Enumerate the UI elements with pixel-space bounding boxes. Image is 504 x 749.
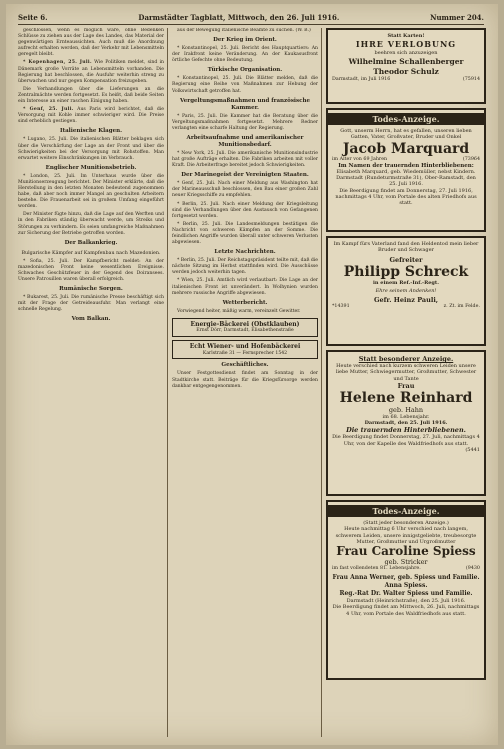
article-paragraph: * Berlin, 25. Juli. Die Landesmeldungen bestätigen die Nachricht von schweren Kämpfen an der Somme. Die feindlichen Angriffe wurden überall unter schweren Verlusten abgewiesen. — [172, 221, 318, 246]
ad-heading: Todes-Anzeige. — [328, 505, 484, 517]
section-heading: Der Balkankrieg. — [64, 239, 118, 246]
death-announcement-marquard — [326, 108, 486, 232]
section-heading: Vergeltungsmaßnahmen und französische Kammer. — [180, 97, 310, 111]
section-heading: Rumänische Sorgen. — [59, 286, 123, 293]
issue-number: Nummer 204. — [430, 12, 484, 22]
ad-mourner: Anna Spiess. — [384, 582, 428, 590]
ad-age: im fast vollendeten 81. Lebensjahre. — [332, 566, 421, 572]
ad-born: geb. Hahn — [388, 405, 424, 414]
article-paragraph: * Wien, 25. Juli. Amtlich wird verlautbart: Die Lage an der italienischen Front ist unverändert. In Wolhynien wurden mehrere russische Angriffe abgewiesen. — [172, 278, 318, 296]
article-paragraph: * Bukarest, 25. Juli. Die rumänische Presse beschäftigt sich mit der Frage der Getreideausfuhr. Man verlangt eine schnelle Regelung. — [18, 295, 164, 313]
announcements-column — [326, 28, 486, 739]
ad-code: (9430 — [465, 566, 480, 572]
ad-code: (75914 — [462, 76, 480, 82]
section-heading: Türkische Organisation. — [207, 67, 283, 74]
article-paragraph: * Berlin, 25. Juli. Nach einer Meldung der Kriegsleitung sind die Verhandlungen über den Austausch von Gefangenen fortgesetzt worden. — [172, 201, 318, 219]
section-subheading: Bulgarische Kämpfer auf Kampfenbau nach Mazedonien. — [21, 250, 161, 256]
ad-title: Echt Wiener- und Hofenbäckerei — [189, 343, 301, 351]
soldier-rank: Gefreiter — [389, 255, 423, 264]
ad-text: Karlstraße 31 — Fernsprecher 1542 — [202, 350, 288, 356]
ad-unit: z. Zt. im Felde. — [443, 304, 480, 310]
section-heading: Arbeitsaufnahme und amerikanischer Munitionsbedarf. — [186, 134, 304, 148]
ad-text: Heute verschied nach kurzem schweren Leiden unsere liebe Mutter, Schwiegermutter, Großmutter, Schwester und Tante — [335, 363, 477, 382]
ad-text: beehren sich anzuzeigen — [374, 50, 438, 57]
groom-name: Theodor Schulz — [373, 66, 439, 76]
dateline: * Genf, 25. Juli. — [23, 107, 74, 113]
ad-subheading: (Statt jeder besonderen Anzeige.) — [363, 520, 449, 526]
ad-code: *14391 — [332, 304, 350, 310]
ad-title: Energie-Bäckerei (Obstklauben) — [190, 320, 300, 328]
section-heading: Vom Balkan. — [71, 316, 111, 323]
death-announcement-reinhard — [326, 350, 486, 496]
article-paragraph: * Konstantinopel, 25. Juli. Bericht des Hauptquartiers: An der Irakfront keine Veränderung. An der Kaukasusfront örtliche Gefechte ohne Bedeutung. — [172, 46, 318, 64]
article-paragraph: * Sofia, 25. Juli. Der Kampfbericht meldet: An der mazedonischen Front keine wesentlichen Ereignisse. Schwaches Geschützfeuer in der Gegend des Doiransees. Unsere Patrouillen waren überall erfolgreich. — [18, 258, 164, 282]
dateline: * Kopenhagen, 25. Juli. — [23, 60, 92, 66]
ad-code: (73964 — [462, 156, 480, 162]
deceased-name: Frau Caroline Spiess — [336, 544, 476, 559]
article-paragraph: * Genf, 25. Juli. Aus Paris wird berichtet, daß die Versorgung mit Kohle immer schwieriger wird. Die Preise sind erheblich gestiegen. — [18, 107, 164, 125]
bride-name: Wilhelmine Schallenberger — [348, 56, 464, 66]
ad-place: Darmstadt, im Juli 1916 — [332, 76, 391, 82]
ad-age: im Alter von 69 Jahren — [332, 156, 388, 162]
article-paragraph: * Lugano, 25. Juli. Die italienischen Blätter beklagen sich über die Verschärfung der Lage an der Front und über die Schwierigkeiten bei der Versorgung mit Rohstoffen. Man erwartet weitere Einschränkungen im Verbrauch. — [18, 137, 164, 161]
ad-born: geb. Stricker — [384, 558, 428, 567]
ad-mourning: Die trauernden Hinterbliebenen. — [346, 426, 466, 435]
ad-place: Darmstadt, den 25. Juli 1916. — [364, 420, 448, 427]
section-heading: Englischer Munitionsbetrieb. — [45, 164, 137, 171]
section-heading: Der Marinegeist der Vereinigten Staaten. — [181, 172, 309, 179]
bakery-ad — [172, 318, 318, 337]
ad-title: Statt Karten! — [387, 33, 425, 39]
article-paragraph: Der Minister fügte hinzu, daß die Lage auf den Werften und in den Fabriken ständig überwacht werde, um Streiks und Störungen zu verhindern. Es seien umfangreiche Maßnahmen zur Sicherung der Betriebe getroffen worden. — [18, 212, 164, 236]
deceased-name: Helene Reinhard — [339, 389, 473, 406]
ad-place: Darmstadt (Rundeturmstraße 31), Ober-Ramstadt, den 25. Juli 1916. — [336, 175, 476, 188]
ad-family: Elisabeth Marquard, geb. Wiedemüller, nebst Kindern. — [336, 168, 476, 175]
article-paragraph: * Berlin, 25. Juli. Der Reichstagspräsident teilte mit, daß die nächste Sitzung im Herbst stattfinden wird. Die Ausschüsse werden jedoch weiterhin tagen. — [172, 258, 318, 276]
article-paragraph: * London, 25. Juli. Im Unterhaus wurde über die Munitionserzeugung berichtet. Der Minister erklärte, daß die Herstellung in den letzten Monaten bedeutend zugenommen habe, daß aber noch immer Mangel an geschulten Arbeitern bestehe. Die Frauenarbeit sei in großem Umfang eingeführt worden. — [18, 173, 164, 210]
death-announcement-spiess — [326, 500, 486, 680]
ad-mourner: Frau Anna Werner, geb. Spiess und Familie. — [332, 574, 480, 582]
deceased-name: Jacob Marquard — [342, 140, 470, 157]
ad-place: Darmstadt (Heinrichstraße), den 25. Juli 1916. — [346, 598, 466, 605]
article-paragraph: * Kopenhagen, 25. Juli. Wie Politiken meldet, sind in Dänemark große Vorräte an Lebensmitteln vorhanden. Die Regierung hat beschlossen, die Ausfuhr weiterhin streng zu überwachen und nur gegen Kompensation freizugeben. — [18, 60, 164, 84]
section-heading: Italienische Klagen. — [60, 128, 122, 135]
ad-text: Im Kampf fürs Vaterland fand den Heldentod mein lieber Bruder und Schwager — [333, 241, 479, 254]
bakery-ad — [172, 340, 318, 359]
ad-funeral: Die Beerdigung findet am Mittwoch, 26. Juli, nachmittags 4 Uhr, vom Portale des Waldfriedhofs aus statt. — [332, 604, 480, 617]
soldier-name: Philipp Schreck — [343, 263, 469, 280]
section-heading: Der Krieg im Orient. — [213, 37, 277, 44]
ad-text: Heute nachmittag 6 Uhr verschied nach langem, schwerem Leiden, unsere innigstgeliebte, treubesorgte Mutter, Großmutter und Urgroßmutter — [335, 526, 477, 545]
column-divider — [167, 28, 168, 737]
ad-text: Gott, unserm Herrn, hat es gefallen, unseren lieben Gatten, Vater, Großvater, Bruder und Onkel — [340, 128, 472, 141]
ad-funeral: Die Beerdigung findet Donnerstag, 27. Juli, nachmittags 4 Uhr, von der Kapelle des Waldfriedhofs aus statt. — [332, 434, 480, 447]
newspaper-page — [6, 4, 498, 745]
article-paragraph: geschlossen, wenn es möglich wäre, ohne Bedenken Schlüsse zu ziehen aus der Lage des Landes, das Material der gegenwärtigen Ernteaussichten. Auch muß die Anordnung aufrecht erhalten werden, daß der Verkehr mit Lebensmitteln geregelt bleibt. — [18, 28, 164, 58]
ad-mourner: Gefr. Heinz Pauli, — [373, 296, 439, 305]
section-heading: Wetterbericht. — [222, 299, 268, 306]
article-paragraph: Die Verhandlungen über die Lieferungen an die Zentralmächte werden fortgesetzt. Es heißt, daß beide Seiten ein Interesse an einer raschen Einigung haben. — [18, 86, 164, 105]
ad-age: im 68. Lebensjahr. — [382, 413, 430, 420]
article-paragraph: * Paris, 25. Juli. Die Kammer hat die Beratung über die Vergeltungsmaßnahmen fortgesetzt. Mehrere Redner verlangten eine scharfe Haltung der Regierung. — [172, 113, 318, 131]
article-paragraph: * Genf, 25. Juli. Nach einer Meldung aus Washington hat der Marineausschuß beschlossen, den Bau einer großen Zahl neuer Kriegsschiffe zu empfehlen. — [172, 181, 318, 199]
ad-mourning: Im Namen der trauernden Hinterbliebenen: — [338, 162, 474, 169]
page-number: Seite 6. — [18, 12, 48, 22]
article-paragraph: * Konstantinopel, 25. Juli. Die Blätter melden, daß die Regierung eine Reihe von Maßnahmen zur Hebung der Volkswirtschaft getroffen hat. — [172, 76, 318, 94]
ad-code: (5441 — [465, 447, 480, 454]
soldier-regiment: in einem Ref.-Inf.-Regt. — [373, 279, 439, 286]
engagement-announcement — [326, 28, 486, 104]
ad-honor: Ehre seinem Andenken! — [375, 287, 437, 294]
ad-heading: Todes-Anzeige. — [328, 113, 484, 125]
ad-text: Ernst Dörr, Darmstadt, Elisabethenstraße — [196, 328, 294, 334]
ad-funeral: Die Beerdigung findet am Donnerstag, 27. Juli 1916, nachmittags 4 Uhr, vom Portale des alten Friedhofs aus statt. — [335, 187, 477, 207]
section-heading: Geschäftliches. — [221, 362, 269, 369]
column-divider — [321, 28, 322, 737]
article-paragraph: Vorwiegend heiter, mäßig warm, vereinzelt Gewitter. — [177, 308, 301, 314]
page-header — [18, 10, 484, 25]
article-column-2 — [172, 28, 318, 739]
newspaper-title: Darmstädter Tagblatt, Mittwoch, den 26. Juli 1916. — [138, 12, 340, 22]
section-heading: Letzte Nachrichten. — [214, 249, 276, 256]
fallen-soldier-announcement — [326, 236, 486, 346]
article-paragraph: Unser Festgottesdienst findet am Sonntag in der Stadtkirche statt. Beiträge für die Kriegsfürsorge werden dankbar entgegengenommen. — [172, 371, 318, 389]
ad-heading: Statt besonderer Anzeige. — [358, 355, 454, 363]
ad-mourner: Reg.-Rat Dr. Walter Spiess und Familie. — [339, 590, 473, 598]
ad-headline: IHRE VERLOBUNG — [355, 39, 457, 50]
article-paragraph: * New York, 25. Juli. Die amerikanische Munitionsindustrie hat große Aufträge erhalten. Die Fabriken arbeiten mit voller Kraft. Die Arbeiterfrage bereitet jedoch Schwierigkeiten. — [172, 150, 318, 169]
article-paragraph: aus der Bewegung italienische Beamte zu suchen. (W. B.) — [177, 28, 311, 33]
ad-frau: Frau — [397, 381, 415, 390]
article-column-1 — [18, 28, 164, 739]
